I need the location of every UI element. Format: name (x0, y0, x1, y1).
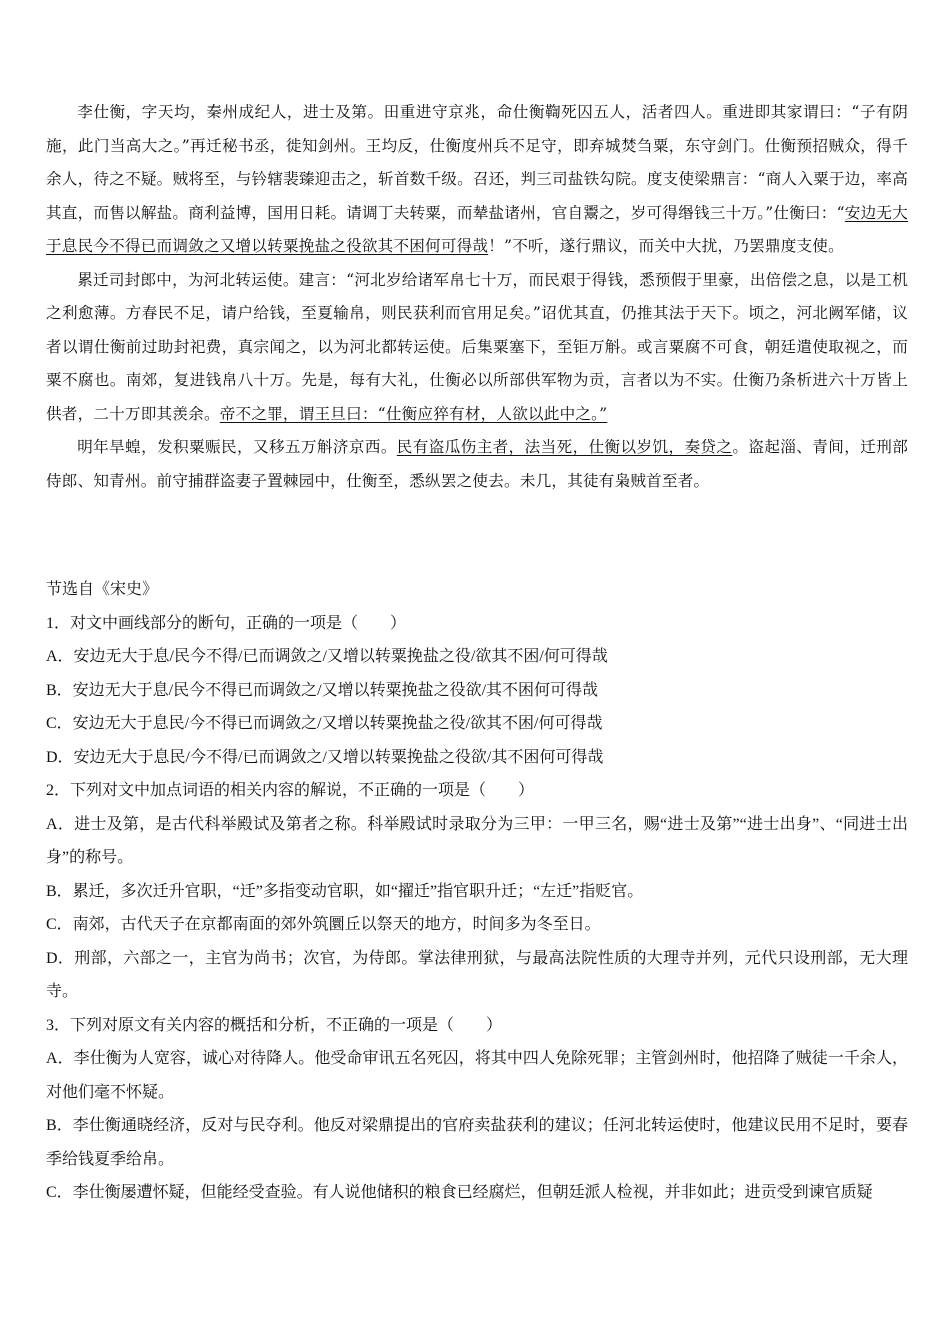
passage-paragraph-3 (46, 431, 908, 498)
underlined-sentence-2: 帝不之罪，谓王旦曰：“仕衡应猝有材，人欲以此中之。” (219, 404, 608, 423)
question-3-option-c: C．李仕衡屡遭怀疑，但能经受查验。有人说他储积的粮食已经腐烂，但朝廷派人检视，并非如此；进贡受到谏官质疑 (46, 1184, 873, 1201)
passage-text: 。盗起淄、青间，迁刑部侍郎、知青州。前守捕群盗妻子置棘园中，仕衡至，悉纵罢之使去。未几，其徒有枭贼首至者。 (46, 438, 908, 490)
question-1-option-b: B．安边无大于息/民今不得已而调敛之/又增以转粟挽盐之役欲/其不困何可得哉 (46, 681, 599, 699)
underlined-sentence-1: 安边无大于息民今不得已而调敛之又增以转粟挽盐之役欲其不困何可得哉 (46, 203, 908, 255)
passage-text: 明年旱蝗，发积粟赈民，又移五万斛济京西。 (77, 438, 397, 456)
passage-text: 李仕衡，字天均，秦州成纪人，进士及第。田重进守京兆，命仕衡鞫死囚五人，活者四人。重进即其家谓曰：“子有阴施，此门当高大之。”再迁秘书丞，徙知剑州。王均反，仕衡度州兵不足守，即弃城焚刍粟，东守剑门。仕衡预招贼众，得千余人，待之不疑。贼将至，与钤辖裴臻迎击之，斩首数千级。召还，判三司盐铁勾院。度支使梁鼎言：“商人入粟于边，率高其直，而售以解盐。商利益博，国用日耗。请调丁夫转粟，而辇盐诸州，官自鬻之，岁可得缗钱三十万。”仕衡曰：“ (46, 103, 908, 222)
question-3-option-a: A．李仕衡为人宽容，诚心对待降人。他受命审讯五名死囚，将其中四人免除死罪；主管剑州时，他招降了贼徒一千余人，对他们毫不怀疑。 (46, 1050, 908, 1101)
question-1-stem: 1．对文中画线部分的断句，正确的一项是（ ） (46, 614, 407, 632)
question-2-option-c: C．南郊，古代天子在京都南面的郊外筑圜丘以祭天的地方，时间多为冬至日。 (46, 916, 601, 933)
underlined-sentence-3: 民有盗瓜伤主者，法当死，仕衡以岁饥，奏贷之 (396, 438, 733, 456)
passage-text: ！”不听，遂行鼎议，而关中大扰，乃罢鼎度支使。 (488, 237, 844, 255)
question-2-option-a: A．进士及第，是古代科举殿试及第者之称。科举殿试时录取分为三甲：一甲三名，赐“进士及第”“进士出身”、“同进士出身”的称号。 (46, 815, 908, 866)
classical-chinese-passage (46, 96, 908, 498)
passage-paragraph-1 (46, 96, 908, 264)
question-1-option-c: C．安边无大于息民/今不得已而调敛之/又增以转粟挽盐之役/欲其不困/何可得哉 (46, 715, 603, 732)
question-2-option-b: B．累迁，多次迁升官职，“迁”多指变动官职，如“擢迁”指官职升迁；“左迁”指贬官。 (46, 882, 644, 900)
question-3-stem: 3．下列对原文有关内容的概括和分析，不正确的一项是（ ） (46, 1016, 503, 1034)
question-2-stem: 2．下列对文中加点词语的相关内容的解说，不正确的一项是（ ） (46, 782, 535, 799)
question-1-option-a: A．安边无大于息/民今不得/已而调敛之/又增以转粟挽盐之役/欲其不困/何可得哉 (46, 648, 608, 665)
questions-section (46, 573, 908, 1210)
source-note: 节选自《宋史》 (46, 581, 159, 598)
question-3-option-b: B．李仕衡通晓经济，反对与民夺利。他反对梁鼎提出的官府卖盐获利的建议；任河北转运使时，他建议民用不足时，要春季给钱夏季给帛。 (46, 1117, 908, 1168)
passage-text: 累迁司封郎中，为河北转运使。建言：“河北岁给诸军帛七十万，而民艰于得钱，悉预假于里豪，出倍偿之息，以是工机之利愈薄。方春民不足，请户给钱，至夏输帛，则民获利而官用足矣。”诏优其直，仍推其法于天下。顷之，河北阙军储，议者以谓仕衡前过助封祀费，真宗闻之，以为河北都转运使。后集粟塞下，至钜万斛。或言粟腐不可食，朝廷遣使取视之，而粟不腐也。南郊，复进钱帛八十万。先是，每有大礼，仕衡必以所部供军物为贡，言者以为不实。仕衡乃条析进六十万皆上供者，二十万即其羡余。 (46, 270, 908, 423)
question-2-option-d: D．刑部，六部之一，主官为尚书；次官，为侍郎。掌法律刑狱，与最高法院性质的大理寺并列，元代只设刑部，无大理寺。 (46, 949, 908, 1000)
question-1-option-d: D．安边无大于息民/今不得/已而调敛之/又增以转粟挽盐之役欲/其不困何可得哉 (46, 748, 604, 766)
passage-paragraph-2 (46, 264, 908, 432)
